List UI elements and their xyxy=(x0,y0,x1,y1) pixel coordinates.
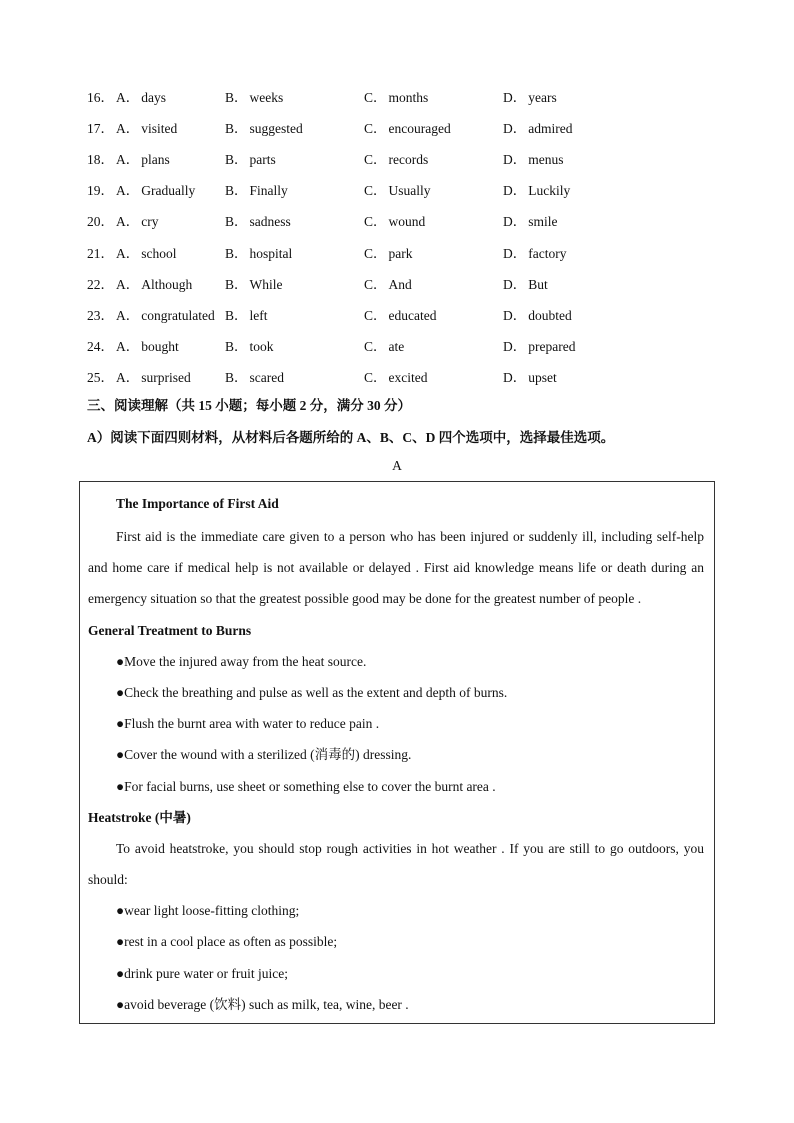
option-d xyxy=(503,179,570,199)
option-d xyxy=(503,86,557,106)
heatstroke-item: ●avoid beverage (饮料) such as milk, tea, wine, beer . xyxy=(116,996,409,1012)
heatstroke-line-1: To avoid heatstroke, you should stop rough activities in hot weather . If you are still to go outdoors, you xyxy=(116,840,704,856)
option-a xyxy=(87,304,215,324)
option-letter: B． xyxy=(225,339,248,355)
option-a xyxy=(87,366,191,386)
intro-line-2: and home care if medical help is not available or delayed . First aid knowledge means life or death during an xyxy=(88,560,704,576)
option-text: menus xyxy=(528,151,564,167)
option-d xyxy=(503,304,572,324)
option-letter: B． xyxy=(225,276,248,292)
option-text: Although xyxy=(141,276,193,292)
option-text: visited xyxy=(141,120,178,136)
option-text: Luckily xyxy=(528,183,571,199)
option-b xyxy=(225,86,283,106)
option-letter: D． xyxy=(503,214,527,230)
option-text: sadness xyxy=(249,214,291,230)
option-letter: B． xyxy=(225,89,248,105)
passage-letter: A xyxy=(392,458,402,473)
option-text: wound xyxy=(388,214,426,230)
option-b xyxy=(225,273,283,293)
option-text: scared xyxy=(249,370,284,386)
option-b xyxy=(225,148,276,168)
section-instruction: A）阅读下面四则材料，从材料后各题所给的 A、B、C、D 四个选项中，选择最佳选项。 xyxy=(87,430,615,445)
option-c xyxy=(364,242,413,262)
option-letter: A． xyxy=(116,89,140,105)
option-letter: C． xyxy=(364,214,387,230)
option-a xyxy=(87,179,195,199)
option-a xyxy=(87,148,170,168)
option-text: educated xyxy=(388,307,437,323)
option-letter: D． xyxy=(503,89,527,105)
question-number: 21． xyxy=(87,245,114,261)
option-text: plans xyxy=(141,151,170,167)
question-number: 24． xyxy=(87,339,114,355)
option-a xyxy=(87,242,177,262)
option-b xyxy=(225,304,268,324)
option-b xyxy=(225,179,288,199)
option-letter: B． xyxy=(225,370,248,386)
option-letter: A． xyxy=(116,339,140,355)
heatstroke-line-2: should: xyxy=(88,872,128,888)
option-c xyxy=(364,86,428,106)
option-c xyxy=(364,117,451,137)
question-row xyxy=(87,80,727,111)
option-text: encouraged xyxy=(388,120,451,136)
option-letter: A． xyxy=(116,307,140,323)
question-row xyxy=(87,267,727,298)
option-text: days xyxy=(141,89,166,105)
option-text: cry xyxy=(141,214,159,230)
option-letter: B． xyxy=(225,120,248,136)
burns-item: ●Cover the wound with a sterilized (消毒的) dressing. xyxy=(116,747,412,763)
option-letter: A． xyxy=(116,151,140,167)
option-letter: C． xyxy=(364,276,387,292)
option-letter: C． xyxy=(364,120,387,136)
heatstroke-item: ●rest in a cool place as often as possible; xyxy=(116,934,338,950)
option-letter: B． xyxy=(225,307,248,323)
option-letter: C． xyxy=(364,339,387,355)
option-d xyxy=(503,335,575,355)
option-letter: C． xyxy=(364,89,387,105)
option-a xyxy=(87,117,177,137)
question-number: 18． xyxy=(87,151,114,167)
option-text: And xyxy=(388,276,412,292)
option-text: months xyxy=(388,89,429,105)
burns-item: ●Move the injured away from the heat source. xyxy=(116,653,367,669)
option-c xyxy=(364,179,431,199)
option-letter: D． xyxy=(503,245,527,261)
heatstroke-heading: Heatstroke (中暑) xyxy=(88,809,191,825)
option-text: bought xyxy=(141,339,179,355)
option-letter: C． xyxy=(364,151,387,167)
option-letter: C． xyxy=(364,245,387,261)
option-c xyxy=(364,335,404,355)
option-text: left xyxy=(249,307,268,323)
option-c xyxy=(364,273,412,293)
option-text: years xyxy=(528,89,557,105)
heatstroke-item: ●wear light loose-fitting clothing; xyxy=(116,903,300,919)
option-c xyxy=(364,304,436,324)
option-text: doubted xyxy=(528,307,572,323)
option-letter: B． xyxy=(225,183,248,199)
question-row xyxy=(87,142,727,173)
option-letter: D． xyxy=(503,276,527,292)
option-letter: D． xyxy=(503,370,527,386)
option-b xyxy=(225,335,274,355)
option-a xyxy=(87,273,192,293)
question-number: 23． xyxy=(87,307,114,323)
intro-line-3: emergency situation so that the greatest possible good may be done for the greatest number of people . xyxy=(88,591,642,607)
option-letter: D． xyxy=(503,339,527,355)
option-letter: B． xyxy=(225,214,248,230)
question-row xyxy=(87,205,727,236)
heatstroke-item: ●drink pure water or fruit juice; xyxy=(116,965,288,981)
option-letter: A． xyxy=(116,370,140,386)
question-row xyxy=(87,298,727,329)
option-b xyxy=(225,242,292,262)
option-letter: A． xyxy=(116,120,140,136)
intro-line-1: First aid is the immediate care given to a person who has been injured or suddenly ill, including self-help xyxy=(116,529,704,544)
multiple-choice-list xyxy=(87,80,727,392)
option-text: While xyxy=(249,276,283,292)
option-text: Finally xyxy=(249,183,288,199)
burns-heading: General Treatment to Burns xyxy=(88,622,252,638)
option-a xyxy=(87,86,166,106)
question-number: 25． xyxy=(87,370,114,386)
option-d xyxy=(503,210,558,230)
option-text: hospital xyxy=(249,245,293,261)
option-letter: C． xyxy=(364,307,387,323)
question-number: 16． xyxy=(87,89,114,105)
option-b xyxy=(225,366,284,386)
option-letter: D． xyxy=(503,120,527,136)
option-d xyxy=(503,117,572,137)
option-text: Gradually xyxy=(141,183,196,199)
option-text: Usually xyxy=(388,183,431,199)
option-letter: A． xyxy=(116,183,140,199)
option-b xyxy=(225,210,291,230)
option-text: excited xyxy=(388,370,428,386)
option-text: took xyxy=(249,339,274,355)
question-row xyxy=(87,174,727,205)
burns-item: ●For facial burns, use sheet or something else to cover the burnt area . xyxy=(116,778,496,794)
option-d xyxy=(503,148,564,168)
question-number: 22． xyxy=(87,276,114,292)
option-c xyxy=(364,148,428,168)
option-text: But xyxy=(528,276,548,292)
question-number: 19． xyxy=(87,183,114,199)
option-letter: B． xyxy=(225,151,248,167)
option-d xyxy=(503,242,566,262)
passage-title: The Importance of First Aid xyxy=(116,496,279,511)
option-letter: A． xyxy=(116,276,140,292)
option-letter: B． xyxy=(225,245,248,261)
option-letter: D． xyxy=(503,151,527,167)
option-letter: C． xyxy=(364,370,387,386)
burns-item: ●Check the breathing and pulse as well as the extent and depth of burns. xyxy=(116,684,508,700)
option-letter: A． xyxy=(116,245,140,261)
option-a xyxy=(87,335,179,355)
option-text: upset xyxy=(528,370,557,386)
option-text: records xyxy=(388,151,429,167)
question-number: 17． xyxy=(87,120,114,136)
question-row xyxy=(87,236,727,267)
question-number: 20． xyxy=(87,214,114,230)
section-heading: 三、阅读理解（共 15 小题；每小题 2 分，满分 30 分） xyxy=(87,398,411,413)
option-text: admired xyxy=(528,120,573,136)
option-letter: A． xyxy=(116,214,140,230)
option-text: suggested xyxy=(249,120,303,136)
option-c xyxy=(364,366,428,386)
burns-item: ●Flush the burnt area with water to reduce pain . xyxy=(116,716,380,732)
question-row xyxy=(87,111,727,142)
option-text: factory xyxy=(528,245,567,261)
option-letter: D． xyxy=(503,307,527,323)
option-text: surprised xyxy=(141,370,191,386)
option-text: ate xyxy=(388,339,405,355)
option-d xyxy=(503,273,548,293)
question-row xyxy=(87,361,727,392)
option-text: weeks xyxy=(249,89,284,105)
option-text: prepared xyxy=(528,339,576,355)
option-d xyxy=(503,366,557,386)
question-row xyxy=(87,330,727,361)
option-text: congratulated xyxy=(141,307,215,323)
option-c xyxy=(364,210,425,230)
option-letter: D． xyxy=(503,183,527,199)
option-text: school xyxy=(141,245,177,261)
option-text: parts xyxy=(249,151,276,167)
option-letter: C． xyxy=(364,183,387,199)
option-text: park xyxy=(388,245,413,261)
option-text: smile xyxy=(528,214,558,230)
option-a xyxy=(87,210,159,230)
passage-box xyxy=(79,481,715,1024)
option-b xyxy=(225,117,303,137)
